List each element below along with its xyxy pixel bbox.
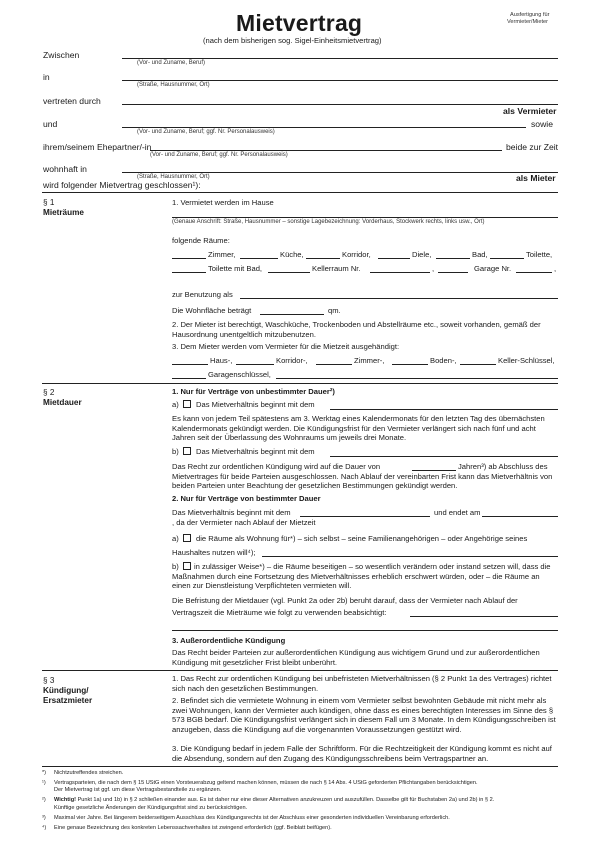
s2-option-a (172, 400, 315, 409)
section-2-number: § 2 (43, 388, 55, 397)
keys-keller: Keller-Schlüssel, (498, 356, 555, 365)
hint-tenant-address: (Straße, Hausnummer, Ort) (137, 174, 210, 180)
s2-option-b-para-2: Jahren³) ab Abschluss des Mietvertrages für beide Parteien ausgeschlossen. Nach Ablauf der vereinbarten Frist kann das Mietverhältnis von beiden Parteien unter Beachtung der gesetzlichen Bestimmungen gekündigt werden. (172, 462, 553, 491)
s3-p1: 1. Das Recht zur ordentlichen Kündigung bei unbefristeten Mietverhältnissen (§ 2 Punkt 1a des Vertrages) richtet sich nach den gesetzlichen Bestimmungen. (172, 674, 552, 693)
rooms-keller-number[interactable] (370, 272, 430, 273)
rooms-keller-comma: , (432, 264, 435, 273)
s2-option-2a-field[interactable] (262, 556, 558, 557)
rooms-toilette-bad-count[interactable] (172, 272, 206, 273)
rooms-zimmer-count[interactable] (172, 258, 206, 259)
s2-option-2a-checkbox[interactable] (183, 534, 191, 542)
s2-option-a-date[interactable] (330, 409, 558, 410)
keys-garage: Garagenschlüssel, (208, 370, 271, 379)
s2-option-a-label: a) (172, 400, 179, 409)
landlord-address-field[interactable] (122, 80, 558, 81)
s2-option-b-text: Das Mietverhältnis beginnt mit dem (196, 447, 315, 456)
keys-haus-count[interactable] (172, 364, 208, 365)
s2-begin: Das Mietverhältnis beginnt mit dem (172, 508, 291, 517)
label-wohnflaeche: Die Wohnfläche beträgt (172, 306, 252, 315)
keys-zimmer-count[interactable] (316, 364, 352, 365)
label-als-mieter: als Mieter (516, 173, 556, 183)
label-ehepartner: ihrem/seinem Ehepartner/-in (43, 142, 152, 152)
s3-para-ao: Das Recht beider Parteien zur außerordentlichen Kündigung aus wichtigem Grund und zur außerordentlichen Kündigung mit gesetzlicher Frist bleibt unberührt. (172, 648, 540, 667)
copy-note-line1: Ausfertigung für (510, 12, 550, 18)
s2-option-b-label: b) (172, 447, 179, 456)
s2-endet-2: , da der Vermieter nach Ablauf der Mietzeit (172, 518, 316, 527)
s2-option-b-date[interactable] (330, 456, 558, 457)
s2-purpose-field-1[interactable] (410, 616, 558, 617)
label-beide: beide zur Zeit (506, 142, 559, 152)
page-title: Mietvertrag (236, 10, 363, 36)
s2-end-date[interactable] (482, 516, 558, 517)
label-benutzung: zur Benutzung als (172, 290, 233, 299)
hint-spouse-name: (Vor- und Zuname, Beruf; ggf. Nr. Personalausweis) (150, 152, 288, 158)
section-divider-1 (42, 192, 558, 193)
rooms-keller: Kellerraum Nr. (312, 264, 361, 273)
label-qm: qm. (328, 306, 341, 315)
rooms-korridor: Korridor, (342, 250, 371, 259)
rooms-toilette-bad: Toilette mit Bad, (208, 264, 263, 273)
keys-haus: Haus-, (210, 356, 233, 365)
label-zwischen: Zwischen (43, 50, 80, 60)
s1-p1: 1. Vermietet werden im Hause (172, 198, 274, 207)
label-vertreten: vertreten durch (43, 96, 101, 106)
hint-landlord-address: (Straße, Hausnummer, Ort) (137, 82, 210, 88)
rooms-diele: Diele, (412, 250, 432, 259)
label-als-vermieter: als Vermieter (503, 106, 557, 116)
rooms-kueche: Küche, (280, 250, 304, 259)
s2-option-2a (172, 534, 527, 543)
section-2-title: Mietdauer (43, 398, 82, 407)
footnote-3: ²) Wichtig! Punkt 1a) und 1b) in § 2 schließen einander aus. Es ist daher nur eine dieser Alternativen anzukreuzen und auszufüllen. Dasselbe gilt für Buchstaben 2a) und 2b) in § 2. (42, 797, 495, 803)
s2-option-b (172, 447, 315, 456)
s3-p3: 3. Die Kündigung bedarf in jedem Falle der Schriftform. Für die Rechtzeitigkeit der Kündigung kommt es nicht auf die Absendung, sondern auf den Zugang des Kündigungsschreibens beim Vertragspartner an. (172, 744, 552, 763)
label-folgende-raeume: folgende Räume: (172, 236, 230, 245)
usage-field[interactable] (240, 298, 558, 299)
footnote-5: ⁴) Eine genaue Bezeichnung des konkreten Lebenssachverhaltes ist zwingend erforderlich (ggf. Beiblatt beifügen). (42, 825, 332, 831)
keys-other-field[interactable] (276, 378, 558, 379)
s2-option-2a-text: die Räume als Wohnung für*) – sich selbst – seine Familienangehörigen – oder Angehörige seines (196, 534, 528, 543)
footnote-3-cont: Künftige gesetzliche Änderungen der Kündigungsfrist sind zu berücksichtigen. (54, 805, 248, 811)
s3-heading-3: 3. Außerordentliche Kündigung (172, 636, 286, 645)
rooms-keller-count[interactable] (268, 272, 310, 273)
section-3-title-1: Kündigung/ (43, 686, 89, 695)
s1-p2: 2. Der Mieter ist berechtigt, Waschküche, Trockenboden und Abstellräume etc., soweit vorhanden, gemäß der Hausordnung unentgeltlich mitzubenutzen. (172, 320, 541, 339)
s2-heading-2: 2. Nur für Verträge von bestimmter Dauer (172, 494, 321, 503)
s2-option-b-para-1: Das Recht zur ordentlichen Kündigung wird auf die Dauer von (172, 462, 381, 471)
rooms-garage: Garage Nr. (474, 264, 512, 273)
section-3-number: § 3 (43, 676, 55, 685)
s2-heading-1: 1. Nur für Verträge von unbestimmter Dauer²) (172, 387, 335, 396)
section-divider-3 (42, 670, 558, 671)
section-1-title: Mieträume (43, 208, 84, 217)
rooms-diele-count[interactable] (378, 258, 410, 259)
footnote-2-cont: Der Mietvertrag ist ggf. um diese Vertragsbestandteile zu ergänzen. (54, 787, 222, 793)
rooms-bad-count[interactable] (436, 258, 470, 259)
s2-option-2a-label: a) (172, 534, 179, 543)
spouse-name-field[interactable] (150, 150, 502, 151)
rooms-garage-comma: , (554, 264, 557, 273)
s2-option-b-checkbox[interactable] (183, 447, 191, 455)
footnote-4: ³) Maximal vier Jahre. Bei längerem beiderseitigem Ausschluss des Kündigungsrechts ist der Abschluss einer gesonderten individuellen Vereinbarung erforderlich. (42, 815, 450, 821)
footnote-1: *) Nichtzutreffendes streichen. (42, 770, 124, 776)
keys-garage-count[interactable] (172, 378, 206, 379)
rooms-toilette: Toilette, (526, 250, 553, 259)
s2-option-a-para: Es kann von jedem Teil spätestens am 3. Werktag eines Kalendermonats für den letzten Tag des übernächsten Kalendermonats gekündigt werden. Die Kündigungsfrist für den Vermieter verlängert sich nach fünf und acht Jahren seit der Überlassung des Wohnraums um jeweils drei Monate. (172, 414, 545, 443)
hint-house-address: (Genaue Anschrift: Straße, Hausnummer – sonstige Lagebezeichnung: Vorderhaus, Stockwerk rechts, links usw., Ort) (172, 219, 485, 225)
rooms-garage-count[interactable] (438, 272, 468, 273)
section-3-title-2: Ersatzmieter (43, 696, 93, 705)
rooms-toilette-count[interactable] (490, 258, 524, 259)
s2-befristung-2: Vertragszeit die Mieträume wie folgt zu verwenden beabsichtigt: (172, 608, 387, 617)
living-area-field[interactable] (260, 314, 324, 315)
keys-korridor: Korridor-, (276, 356, 308, 365)
page-subtitle: (nach dem bisherigen sog. Sigel-Einheitsmietvertrag) (203, 36, 382, 45)
s3-p2: 2. Befindet sich die vermietete Wohnung in einem vom Vermieter selbst bewohnten Gebäude mit nicht mehr als zwei Wohnungen, kann der Vermieter auch kündigen, ohne dass es eines berechtigten Interesses im Sinne des § 573 BGB bedarf. Die Kündigungsfrist verlängert sich in diesem Fall um 3 Monate. In dem Kündigungsschreiben ist anzugeben, dass die Kündigung auf die vorgenannten Voraussetzungen gestützt wird. (172, 696, 556, 734)
s2-befristung: Die Befristung der Mietdauer (vgl. Punkt 2a oder 2b) beruht darauf, dass der Vermieter nach Ablauf der (172, 596, 518, 605)
s2-purpose-field-2[interactable] (172, 630, 558, 631)
representative-field[interactable] (122, 104, 558, 105)
s2-begin-date[interactable] (300, 516, 430, 517)
contract-intro: wird folgender Mietvertrag geschlossen¹): (43, 180, 201, 190)
s2-endet: und endet am (434, 508, 481, 517)
keys-zimmer: Zimmer-, (354, 356, 385, 365)
section-1-number: § 1 (43, 198, 55, 207)
rooms-zimmer: Zimmer, (208, 250, 236, 259)
label-in: in (43, 72, 50, 82)
keys-korridor-count[interactable] (236, 364, 274, 365)
s2-option-a-text: Das Mietverhältnis beginnt mit dem (196, 400, 315, 409)
s2-option-2b-text: in zulässiger Weise*) – die Räume beseitigen – so wesentlich verändern oder instand setzen will, dass die Maßnahmen durch eine Fortsetzung des Mietverhältnisses erheblich erschwert würden, oder – die Räume an einen zur Dienstleistung Verpflichteten vermieten will. (172, 562, 551, 591)
s2-option-2a-text-2: Haushaltes nutzen will⁴); (172, 548, 256, 557)
landlord-name-field[interactable] (122, 58, 558, 59)
keys-keller-count[interactable] (460, 364, 496, 365)
label-und: und (43, 119, 58, 129)
rooms-garage-number[interactable] (516, 272, 552, 273)
s1-p3: 3. Dem Mieter werden vom Vermieter für die Mietzeit ausgehändigt: (172, 342, 400, 351)
s2-option-2b-label: b) (172, 562, 179, 571)
rooms-korridor-count[interactable] (306, 258, 340, 259)
hint-tenant-name: (Vor- und Zuname, Beruf; ggf. Nr. Personalausweis) (137, 129, 275, 135)
footnote-2: ¹) Vertragsparteien, die nach dem § 15 UStG einen Vorsteuerabzug geltend machen können, müssen die nach § 14 Abs. 4 UStG geforderten Pflichtangaben berücksichtigen. (42, 780, 478, 786)
footnotes-divider (42, 766, 558, 767)
s2-option-a-checkbox[interactable] (183, 400, 191, 408)
tenant-address-field[interactable] (122, 172, 558, 173)
section-divider-2 (42, 383, 558, 384)
label-wohnhaft: wohnhaft in (43, 164, 87, 174)
tenant-name-field[interactable] (122, 127, 526, 128)
house-address-field[interactable] (172, 217, 558, 218)
hint-landlord-name: (Vor- und Zuname, Beruf) (137, 60, 206, 66)
keys-boden-count[interactable] (392, 364, 428, 365)
label-sowie: sowie (531, 119, 553, 129)
rooms-kueche-count[interactable] (240, 258, 278, 259)
rooms-bad: Bad, (472, 250, 488, 259)
copy-note-line2: Vermieter/Mieter (507, 19, 549, 25)
keys-boden: Boden-, (430, 356, 457, 365)
